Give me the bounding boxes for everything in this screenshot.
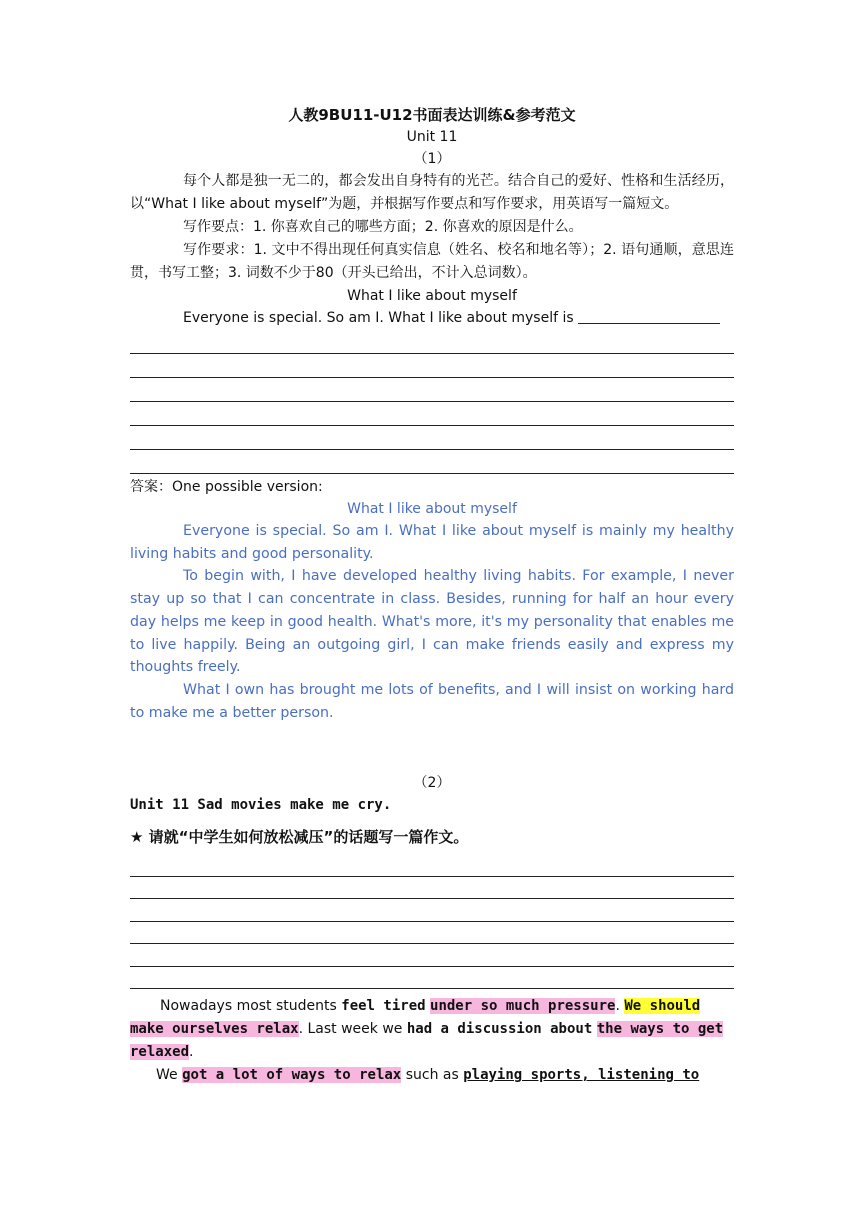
writing-lines-1 xyxy=(130,330,734,474)
document-page xyxy=(130,104,734,1087)
writing-line xyxy=(130,330,734,354)
section2-title: Unit 11 Sad movies make me cry. xyxy=(130,797,392,814)
writing-line xyxy=(130,450,734,474)
highlighted-phrase: under so much pressure xyxy=(430,998,616,1015)
essay2-text: . Last week we xyxy=(298,1021,407,1038)
essay2-text: . xyxy=(189,1044,194,1061)
key-phrase: had a discussion about xyxy=(406,1021,593,1038)
writing-blank xyxy=(578,308,720,324)
answer-essay xyxy=(130,498,734,724)
section2-task: ★ 请就“中学生如何放松减压”的话题写一篇作文。 xyxy=(130,828,469,847)
highlighted-phrase: the ways to get relaxed xyxy=(130,1021,724,1061)
writing-line xyxy=(130,922,734,945)
answer-label: 答案：One possible version: xyxy=(130,479,323,495)
writing-line xyxy=(130,967,734,990)
answer-title: What I like about myself xyxy=(347,501,517,517)
essay2-text: such as xyxy=(401,1067,464,1084)
writing-line xyxy=(130,378,734,402)
essay-title: What I like about myself xyxy=(347,288,517,304)
answer-paragraph-2: To begin with, I have developed healthy living habits. For example, I never stay up so that I can concentrate in class. Besides, running for half an hour every day helps me keep in good health. What's more, it's my personality that enables me to live happily. Being an outgoing girl, I can make friends easily and express my thoughts freely. xyxy=(130,568,734,676)
section-number-2: （2） xyxy=(413,775,451,792)
highlighted-phrase: got a lot of ways to relax xyxy=(182,1067,402,1084)
writing-lines-2 xyxy=(130,854,734,989)
highlighted-phrase: We should xyxy=(624,998,701,1015)
task1-requirements: 写作要求：1. 文中不得出现任何真实信息（姓名、校名和地名等）；2. 语句通顺，意思连贯，书写工整；3. 词数不少于80（开头已给出，不计入总词数）。 xyxy=(130,242,734,281)
writing-line xyxy=(130,354,734,378)
answer-paragraph-3: What I own has brought me lots of benefits, and I will insist on working hard to make me a better person. xyxy=(130,681,734,721)
writing-line xyxy=(130,426,734,450)
answer-paragraph-1: Everyone is special. So am I. What I like about myself is mainly my healthy living habits and good personality. xyxy=(130,523,734,562)
unit-label: Unit 11 xyxy=(406,129,458,145)
essay2-text: . xyxy=(615,998,625,1015)
task1-prompt: 每个人都是独一无二的，都会发出自身特有的光芒。结合自己的爱好、性格和生活经历，以“What I like about myself”为题，并根据写作要点和写作要求，用英语写一篇短文。 xyxy=(130,173,734,212)
underlined-phrase: playing sports, listening to xyxy=(463,1067,700,1084)
key-phrase: feel tired xyxy=(341,998,426,1015)
writing-line xyxy=(130,899,734,922)
essay2-text: Nowadays most students xyxy=(160,998,342,1015)
section-number-1: （1） xyxy=(413,151,451,167)
document-title: 人教9BU11-U12书面表达训练&参考范文 xyxy=(288,106,576,124)
writing-line xyxy=(130,854,734,877)
essay2-paragraph-1 xyxy=(130,995,734,1064)
highlighted-phrase: make ourselves relax xyxy=(130,1021,299,1038)
essay-opening-text: Everyone is special. So am I. What I like about myself is xyxy=(183,310,579,326)
writing-line xyxy=(130,944,734,967)
task1-points: 写作要点：1. 你喜欢自己的哪些方面；2. 你喜欢的原因是什么。 xyxy=(183,219,583,235)
essay-opening xyxy=(130,307,734,330)
essay2-text: We xyxy=(156,1067,183,1084)
essay2-paragraph-2 xyxy=(130,1064,734,1087)
sample-essay-2 xyxy=(130,995,734,1087)
writing-line xyxy=(130,402,734,426)
writing-line xyxy=(130,877,734,900)
